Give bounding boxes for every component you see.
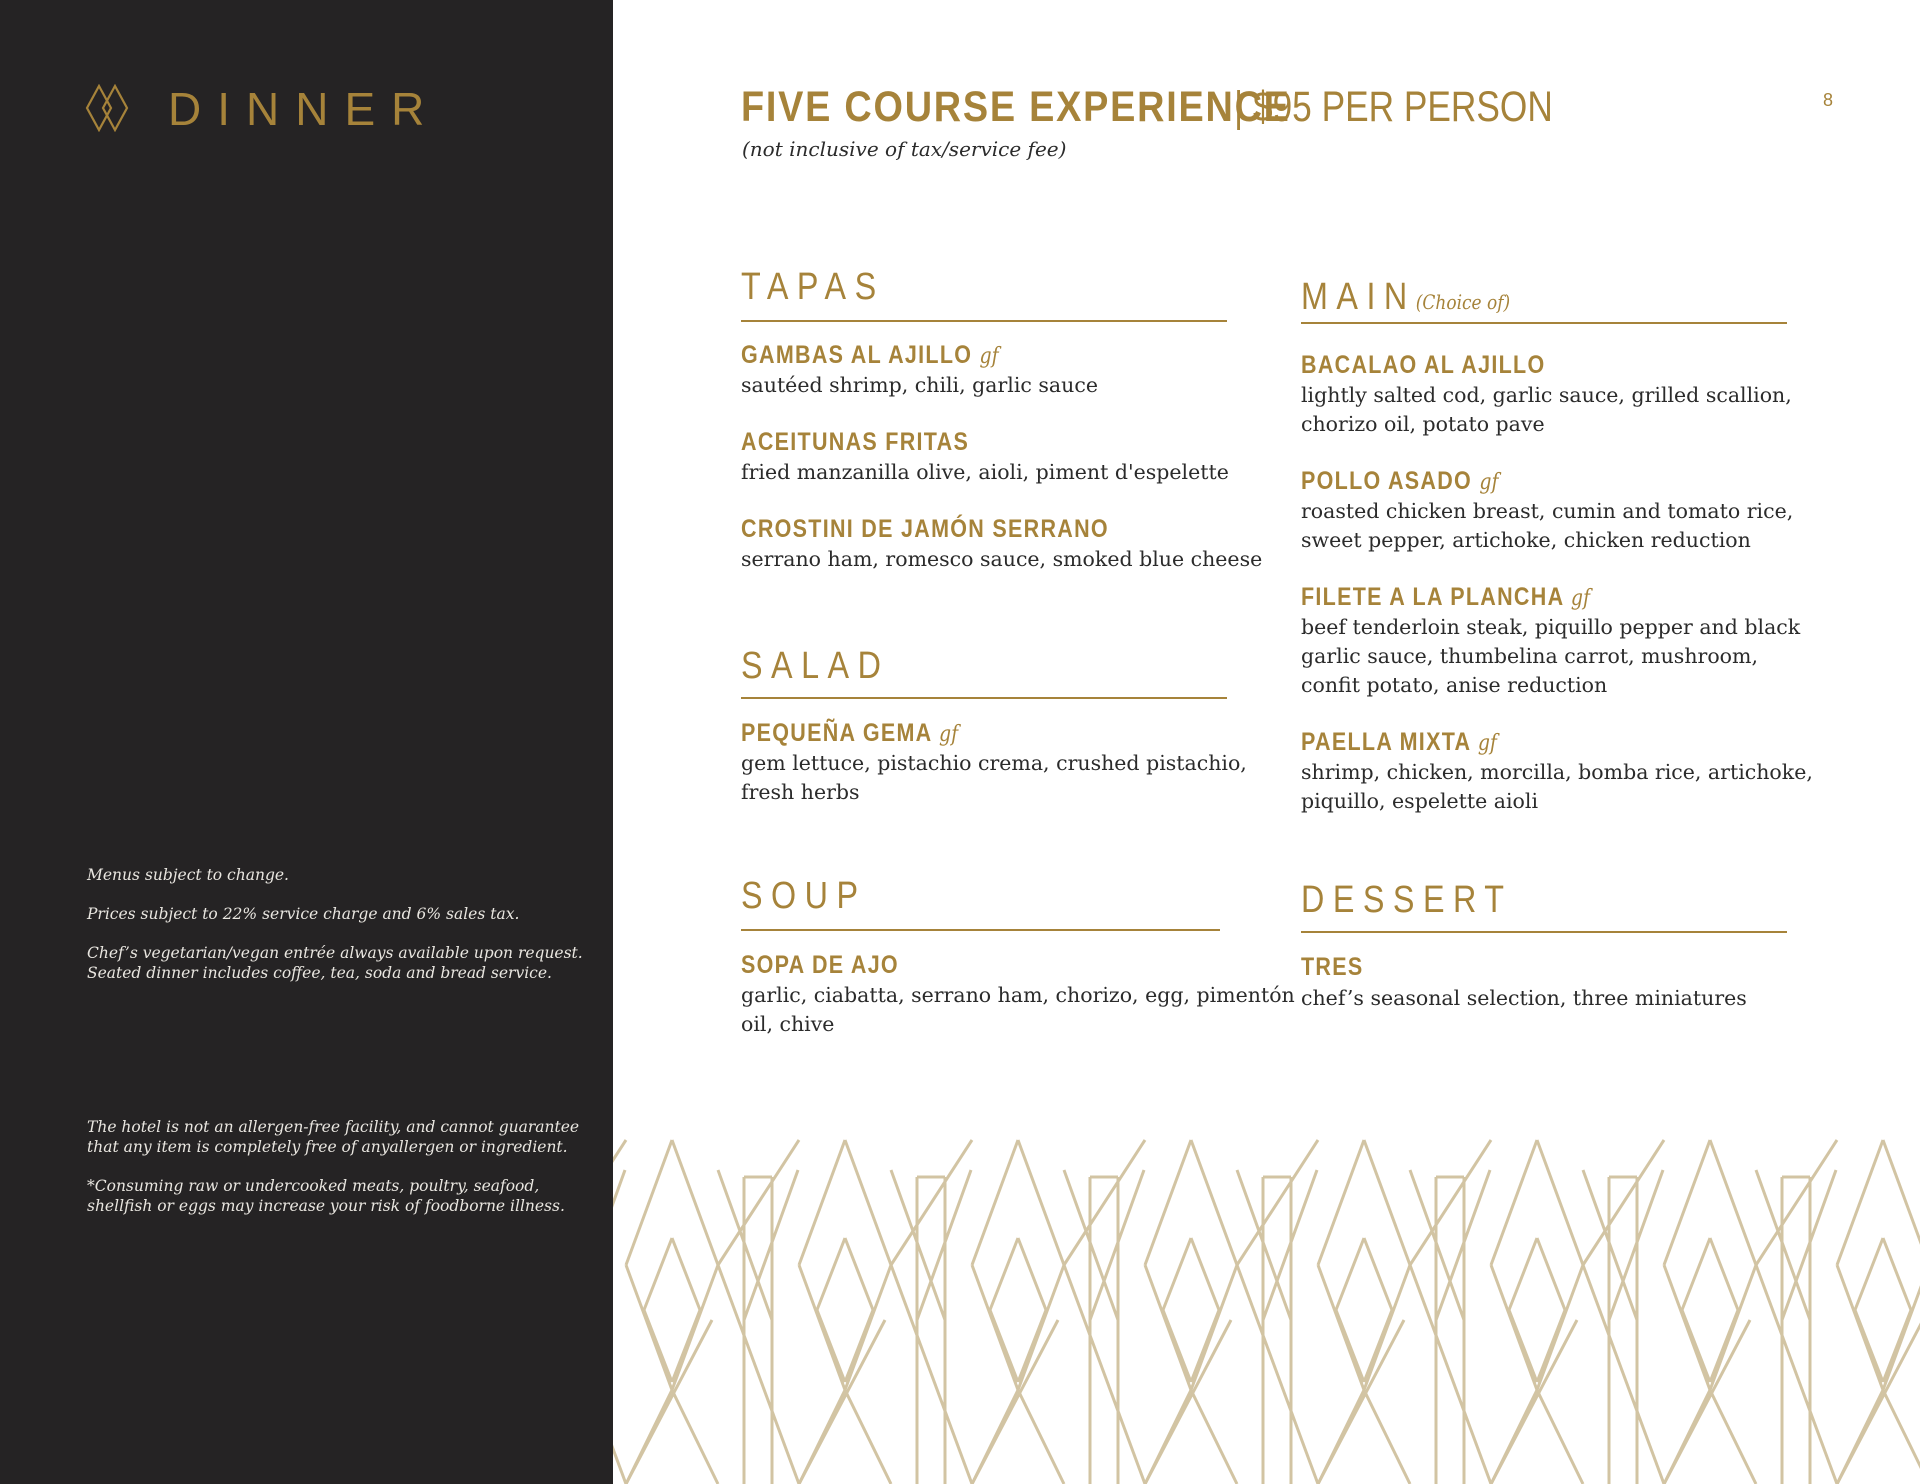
menu-item-description: garlic, ciabatta, serrano ham, chorizo, egg, pimentón oil, chive <box>741 983 1295 1036</box>
course-title: FIVE COURSE EXPERIENCE <box>741 83 1291 131</box>
note-prices: Prices subject to 22% service charge and 6% sales tax. <box>87 905 520 923</box>
note-chef-vegetarian: Chef’s vegetarian/vegan entrée always available upon request. Seated dinner includes coffee, tea, soda and bread service. <box>87 944 583 982</box>
section-heading-dessert: DESSERT <box>1301 879 1513 921</box>
menu-item-name: POLLO ASADO gf <box>1301 467 1499 495</box>
menu-item-description: shrimp, chicken, morcilla, bomba rice, artichoke, piquillo, espelette aioli <box>1301 760 1813 813</box>
menu-item-description: roasted chicken breast, cumin and tomato rice, sweet pepper, artichoke, chicken reduction <box>1301 499 1794 552</box>
note-raw-food-warning: *Consuming raw or undercooked meats, poultry, seafood, shellfish or eggs may increase your risk of foodborne illness. <box>87 1177 565 1215</box>
gluten-free-tag: gf <box>938 722 959 747</box>
section-heading-salad: SALAD <box>741 645 890 687</box>
section-divider <box>741 929 1220 931</box>
menu-item-description: fried manzanilla olive, aioli, piment d'espelette <box>741 460 1229 484</box>
menu-title: DINNER <box>168 83 441 135</box>
gluten-free-tag: gf <box>1570 586 1590 611</box>
section-divider <box>1301 322 1787 324</box>
menu-item-name: TRES <box>1301 953 1364 981</box>
menu-item-description: chef’s seasonal selection, three miniatures <box>1301 986 1747 1010</box>
gluten-free-tag: gf <box>1479 470 1499 495</box>
menu-item-name: SOPA DE AJO <box>741 951 899 979</box>
left-panel <box>0 0 613 1484</box>
double-diamond-logo-icon <box>85 84 129 132</box>
menu-item-description: lightly salted cod, garlic sauce, grilled scallion, chorizo oil, potato pave <box>1301 383 1792 436</box>
section-heading-soup: SOUP <box>741 875 867 917</box>
menu-item-name: GAMBAS AL AJILLO gf <box>741 341 999 369</box>
section-divider <box>741 320 1227 322</box>
note-allergen: The hotel is not an allergen-free facility, and cannot guarantee that any item is completely free of anyallergen or ingredient. <box>87 1118 580 1156</box>
gluten-free-tag: gf <box>979 344 999 369</box>
page-number: 8 <box>1823 90 1834 110</box>
menu-item-description: serrano ham, romesco sauce, smoked blue cheese <box>741 547 1263 571</box>
gluten-free-tag: gf <box>1477 731 1497 756</box>
section-heading-tapas: TAPAS <box>741 266 885 308</box>
menu-item-name: CROSTINI DE JAMÓN SERRANO <box>741 515 1109 543</box>
menu-item-description: gem lettuce, pistachio crema, crushed pistachio, fresh herbs <box>741 751 1247 804</box>
menu-item-name: PEQUEÑA GEMA gf <box>741 719 959 747</box>
note-menus-change: Menus subject to change. <box>87 866 289 884</box>
menu-item-description: sautéed shrimp, chili, garlic sauce <box>741 373 1098 397</box>
section-divider <box>1301 931 1787 933</box>
price-per-person: | $95 PER PERSON <box>1234 83 1553 131</box>
menu-item-name: ACEITUNAS FRITAS <box>741 428 970 456</box>
menu-item-name: PAELLA MIXTA gf <box>1301 728 1497 756</box>
section-divider <box>741 697 1227 699</box>
section-heading-main: MAIN(Choice of) <box>1301 276 1511 318</box>
menu-item-description: beef tenderloin steak, piquillo pepper and black garlic sauce, thumbelina carrot, mushroom, confit potato, anise reduction <box>1301 615 1801 697</box>
price-subtitle: (not inclusive of tax/service fee) <box>742 137 1067 161</box>
geometric-pattern-decoration <box>613 1120 1920 1484</box>
menu-item-name: BACALAO AL AJILLO <box>1301 351 1546 379</box>
choice-of-note: (Choice of) <box>1415 290 1511 314</box>
menu-item-name: FILETE A LA PLANCHA gf <box>1301 583 1590 611</box>
